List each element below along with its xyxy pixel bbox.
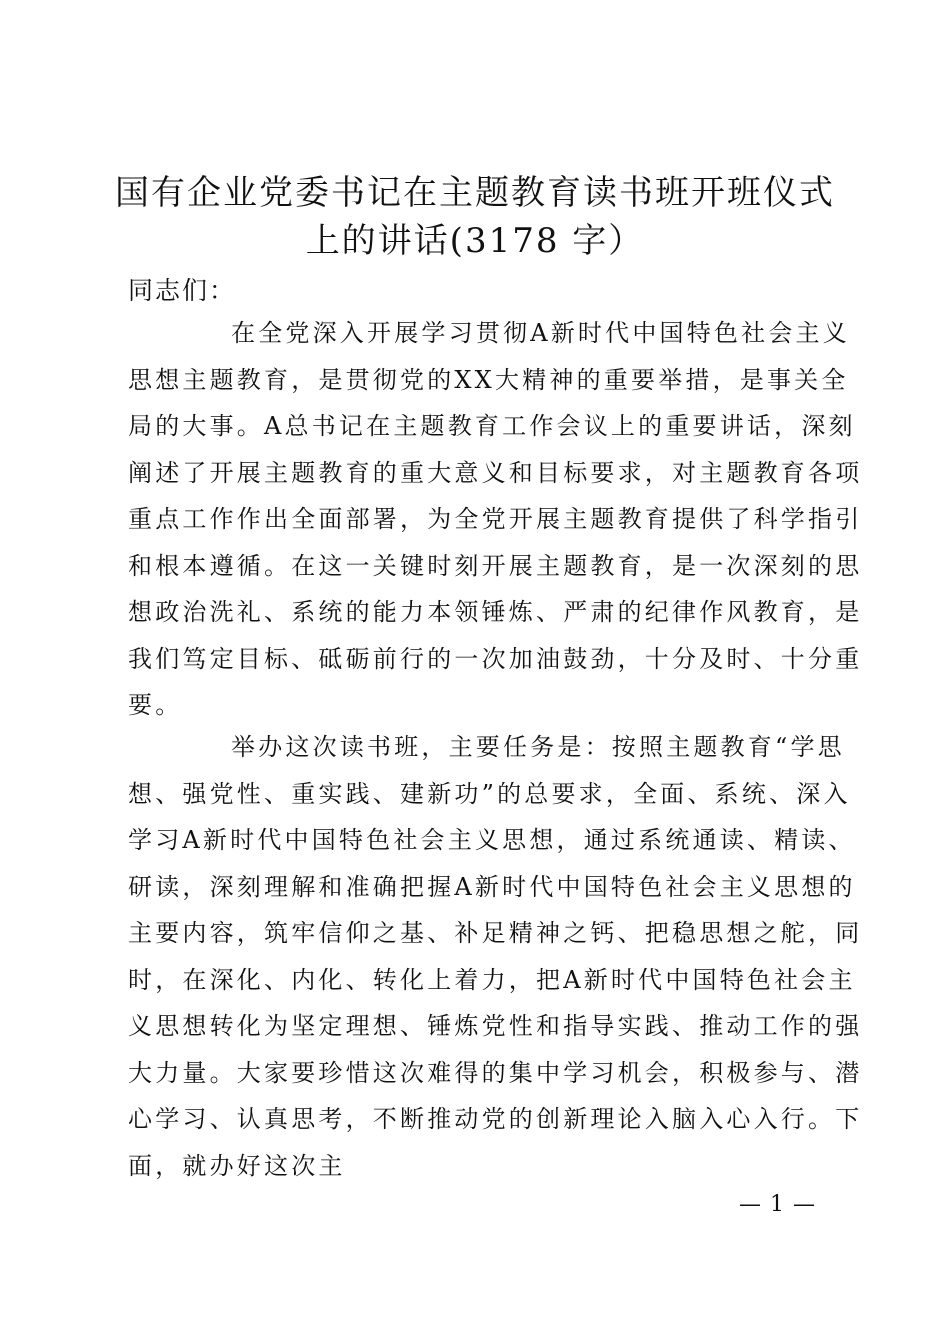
paragraph-1 xyxy=(128,316,863,735)
paragraph-line: 和根本遵循。在这一关键时刻开展主题教育，是一次深刻的思 xyxy=(128,551,863,580)
paragraph-line: 面，就办好这次主 xyxy=(128,1151,346,1180)
paragraph-line: 在全党深入开展学习贯彻A新时代中国特色社会主义 xyxy=(231,319,850,347)
document-title-line-2: 上的讲话(3178 字） xyxy=(305,221,645,261)
paragraph-line: 想、强党性、重实践、建新功”的总要求，全面、系统、深入 xyxy=(128,779,851,808)
paragraph-line: 阐述了开展主题教育的重大意义和目标要求，对主题教育各项 xyxy=(128,458,863,487)
paragraph-line: 大力量。大家要珍惜这次难得的集中学习机会，积极参与、潜 xyxy=(128,1058,863,1087)
paragraph-line: 我们笃定目标、砥砺前行的一次加油鼓劲，十分及时、十分重 xyxy=(128,644,863,673)
salutation: 同志们： xyxy=(128,276,237,305)
paragraph-line: 举办这次读书班，主要任务是：按照主题教育“学思 xyxy=(231,733,845,761)
paragraph-line: 主要内容，筑牢信仰之基、补足精神之钙、把稳思想之舵，同 xyxy=(128,919,863,947)
paragraph-line: 研读，深刻理解和准确把握A新时代中国特色社会主义思想的 xyxy=(128,872,856,901)
page-number: — 1 — xyxy=(739,1192,816,1217)
paragraph-line: 思想主题教育，是贯彻党的XX大精神的重要举措，是事关全 xyxy=(128,365,849,394)
paragraph-line: 局的大事。A总书记在主题教育工作会议上的重要讲话，深刻 xyxy=(128,412,856,440)
paragraph-line: 重点工作作出全面部署，为全党开展主题教育提供了科学指引 xyxy=(128,505,863,533)
paragraph-line: 时，在深化、内化、转化上着力，把A新时代中国特色社会主 xyxy=(128,965,856,994)
paragraph-line: 要。 xyxy=(128,691,183,719)
paragraph-line: 心学习、认真思考，不断推动党的创新理论入脑入心入行。下 xyxy=(128,1105,863,1133)
paragraph-2 xyxy=(128,730,863,1195)
paragraph-line: 学习A新时代中国特色社会主义思想，通过系统通读、精读、 xyxy=(128,826,856,854)
paragraph-line: 义思想转化为坚定理想、锤炼党性和指导实践、推动工作的强 xyxy=(128,1012,863,1040)
document-title-line-1: 国有企业党委书记在主题教育读书班开班仪式 xyxy=(115,173,835,213)
paragraph-line: 想政治洗礼、系统的能力本领锤炼、严肃的纪律作风教育，是 xyxy=(128,598,863,626)
